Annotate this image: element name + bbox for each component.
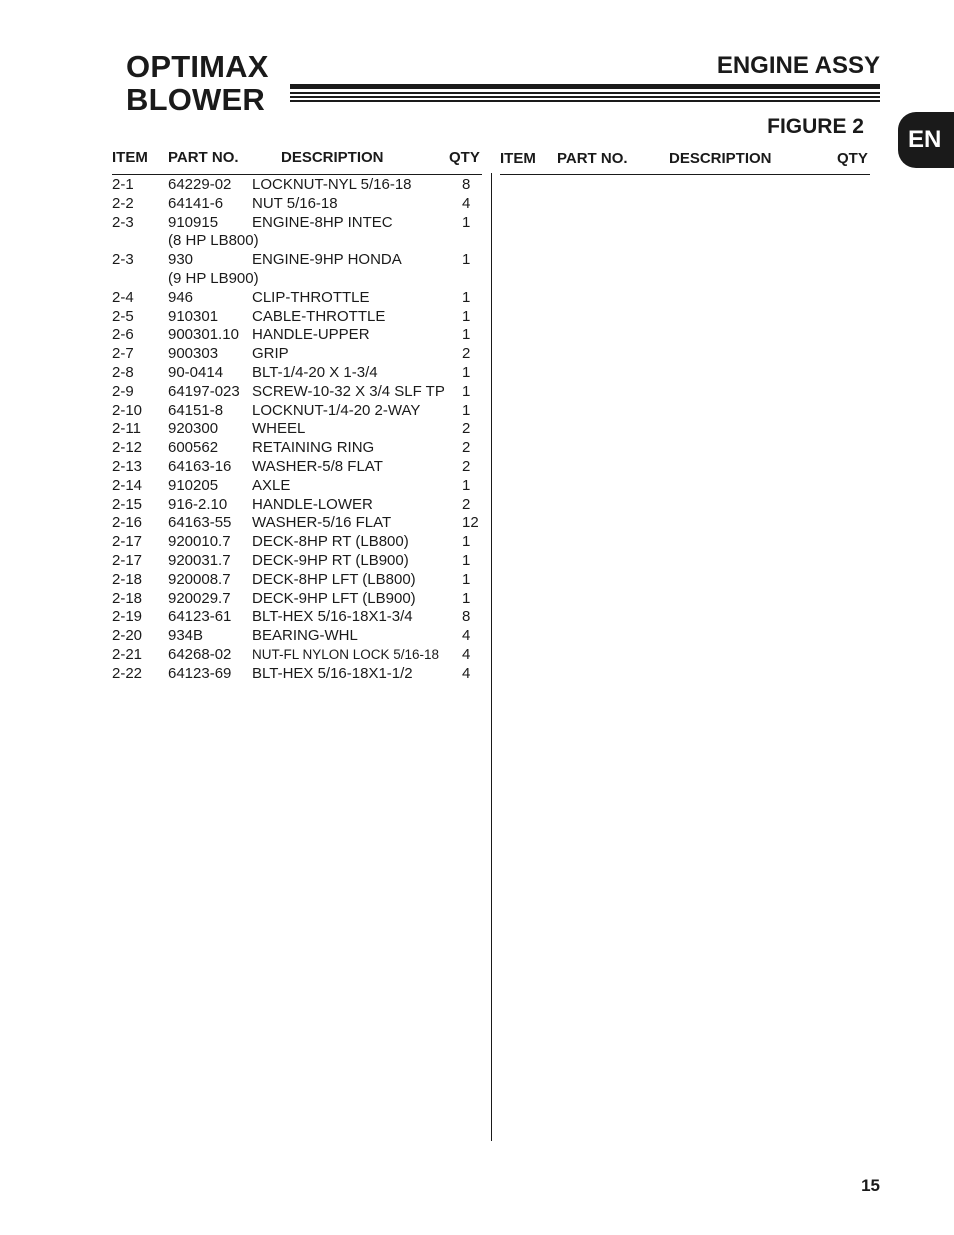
- col-header-item-right: ITEM: [500, 150, 536, 167]
- table-row: [112, 232, 482, 251]
- item-cell: 2-6: [112, 326, 134, 344]
- desc-cell: HANDLE-LOWER: [252, 495, 373, 513]
- item-cell: 2-18: [112, 589, 143, 607]
- qty-cell: 2: [462, 457, 471, 475]
- part-cell: 920031.7: [168, 551, 231, 569]
- item-cell: 2-18: [112, 570, 143, 588]
- section-title: ENGINE ASSY: [716, 52, 880, 79]
- desc-cell: BLT-1/4-20 X 1-3/4: [252, 363, 378, 381]
- table-row: [112, 308, 482, 327]
- desc-cell: SCREW-10-32 X 3/4 SLF TP: [252, 382, 445, 400]
- part-cell: 910301: [168, 307, 219, 325]
- desc-cell: LOCKNUT-1/4-20 2-WAY: [252, 401, 421, 419]
- item-cell: 2-16: [112, 514, 143, 532]
- desc-cell: HANDLE-UPPER: [252, 326, 370, 344]
- qty-cell: 1: [462, 551, 471, 569]
- table-row: [112, 289, 482, 308]
- desc-cell: BLT-HEX 5/16-18X1-1/2: [252, 664, 413, 682]
- part-cell: 934B: [168, 627, 204, 645]
- desc-cell: WHEEL: [252, 420, 306, 438]
- table-row: [112, 383, 482, 402]
- item-cell: 2-21: [112, 645, 143, 663]
- part-cell: 64163-16: [168, 457, 232, 475]
- qty-cell: 12: [462, 514, 479, 532]
- item-cell: 2-14: [112, 476, 143, 494]
- qty-cell: 1: [462, 326, 471, 344]
- desc-cell: WASHER-5/16 FLAT: [252, 514, 392, 532]
- qty-cell: 1: [462, 476, 471, 494]
- part-cell: 916-2.10: [168, 495, 228, 513]
- table-row: [112, 364, 482, 383]
- item-cell: 2-4: [112, 288, 134, 306]
- table-row: [112, 496, 482, 515]
- item-cell: 2-19: [112, 608, 143, 626]
- desc-cell: DECK-8HP LFT (LB800): [252, 570, 416, 588]
- part-cell: 900303: [168, 345, 219, 363]
- part-cell: 64141-6: [168, 194, 224, 212]
- desc-cell: NUT-FL NYLON LOCK 5/16-18: [252, 646, 440, 662]
- qty-cell: 2: [462, 439, 471, 457]
- part-cell: 900301.10: [168, 326, 239, 344]
- item-cell: 2-2: [112, 194, 134, 212]
- item-cell: 2-22: [112, 664, 143, 682]
- part-cell: 920029.7: [168, 589, 231, 607]
- part-cell: 920008.7: [168, 570, 231, 588]
- qty-cell: 1: [462, 570, 471, 588]
- header-underline-right: [500, 174, 870, 175]
- item-cell: 2-9: [112, 382, 134, 400]
- language-tab-label: EN: [908, 126, 942, 153]
- qty-cell: 1: [462, 251, 471, 269]
- table-row: [112, 627, 482, 646]
- item-cell: 2-5: [112, 307, 134, 325]
- qty-cell: 8: [462, 608, 471, 626]
- header-underline-left: [112, 174, 482, 175]
- table-row: [112, 345, 482, 364]
- table-row: [112, 571, 482, 590]
- item-cell: 2-7: [112, 345, 134, 363]
- desc-cell: BEARING-WHL: [252, 627, 358, 645]
- brand-line-1: OPTIMAX: [126, 49, 269, 84]
- part-cell: 910205: [168, 476, 219, 494]
- part-cell: 930: [168, 251, 194, 269]
- qty-cell: 1: [462, 363, 471, 381]
- item-cell: 2-3: [112, 213, 134, 231]
- part-cell: (9 HP LB900): [168, 269, 259, 287]
- item-cell: 2-13: [112, 457, 143, 475]
- part-cell: 64123-69: [168, 664, 232, 682]
- table-row: [112, 646, 482, 665]
- item-cell: 2-1: [112, 176, 134, 193]
- brand-line-2: BLOWER: [126, 82, 265, 117]
- part-cell: 946: [168, 288, 194, 306]
- qty-cell: 1: [462, 382, 471, 400]
- part-cell: 64163-55: [168, 514, 232, 532]
- desc-cell: DECK-8HP RT (LB800): [252, 533, 409, 551]
- item-cell: 2-12: [112, 439, 143, 457]
- item-cell: 2-11: [112, 420, 141, 438]
- table-row: [112, 420, 482, 439]
- part-cell: 600562: [168, 439, 219, 457]
- desc-cell: LOCKNUT-NYL 5/16-18: [252, 176, 412, 193]
- qty-cell: 4: [462, 194, 471, 212]
- col-header-qty-left: QTY: [449, 149, 480, 166]
- table-row: [112, 608, 482, 627]
- column-divider: [491, 173, 492, 1141]
- part-cell: 64151-8: [168, 401, 224, 419]
- item-cell: 2-8: [112, 363, 134, 381]
- desc-cell: ENGINE-9HP HONDA: [252, 251, 402, 269]
- table-row: [112, 251, 482, 270]
- header-rules: [290, 84, 880, 104]
- desc-cell: DECK-9HP LFT (LB900): [252, 589, 416, 607]
- item-cell: 2-17: [112, 551, 143, 569]
- qty-cell: 1: [462, 533, 471, 551]
- table-row: [112, 514, 482, 533]
- language-tab[interactable]: [898, 112, 954, 168]
- desc-cell: CLIP-THROTTLE: [252, 288, 370, 306]
- table-row: [112, 270, 482, 289]
- qty-cell: 2: [462, 420, 471, 438]
- parts-list: [112, 176, 482, 684]
- desc-cell: AXLE: [252, 476, 291, 494]
- table-row: [112, 590, 482, 609]
- qty-cell: 8: [462, 176, 471, 193]
- qty-cell: 4: [462, 627, 471, 645]
- table-row: [112, 326, 482, 345]
- col-header-part-left: PART NO.: [168, 149, 239, 166]
- table-row: [112, 458, 482, 477]
- qty-cell: 4: [462, 664, 471, 682]
- desc-cell: BLT-HEX 5/16-18X1-3/4: [252, 608, 413, 626]
- item-cell: 2-17: [112, 533, 143, 551]
- item-cell: 2-15: [112, 495, 143, 513]
- qty-cell: 1: [462, 401, 471, 419]
- qty-cell: 1: [462, 288, 471, 306]
- col-header-item-left: ITEM: [112, 149, 148, 166]
- table-row: [112, 533, 482, 552]
- table-row: [112, 214, 482, 233]
- part-cell: 64197-023: [168, 382, 240, 400]
- part-cell: 920300: [168, 420, 219, 438]
- part-cell: 64123-61: [168, 608, 232, 626]
- part-cell: 920010.7: [168, 533, 231, 551]
- table-row: [112, 176, 482, 195]
- qty-cell: 1: [462, 589, 471, 607]
- part-cell: (8 HP LB800): [168, 232, 259, 250]
- desc-cell: WASHER-5/8 FLAT: [252, 457, 383, 475]
- figure-label: FIGURE 2: [767, 115, 864, 138]
- qty-cell: 1: [462, 213, 471, 231]
- part-cell: 64229-02: [168, 176, 232, 193]
- table-row: [112, 665, 482, 684]
- desc-cell: DECK-9HP RT (LB900): [252, 551, 409, 569]
- table-row: [112, 439, 482, 458]
- table-row: [112, 477, 482, 496]
- table-row: [112, 402, 482, 421]
- col-header-desc-left: DESCRIPTION: [281, 149, 384, 166]
- page-number: 15: [861, 1176, 880, 1195]
- part-cell: 90-0414: [168, 363, 224, 381]
- table-row: [112, 552, 482, 571]
- desc-cell: GRIP: [252, 345, 289, 363]
- qty-cell: 2: [462, 345, 471, 363]
- table-row: [112, 195, 482, 214]
- qty-cell: 2: [462, 495, 471, 513]
- col-header-desc-right: DESCRIPTION: [669, 150, 772, 167]
- qty-cell: 1: [462, 307, 471, 325]
- desc-cell: RETAINING RING: [252, 439, 375, 457]
- col-header-qty-right: QTY: [837, 150, 868, 167]
- desc-cell: CABLE-THROTTLE: [252, 307, 386, 325]
- part-cell: 64268-02: [168, 645, 232, 663]
- part-cell: 910915: [168, 213, 219, 231]
- brand-title: [126, 50, 269, 116]
- qty-cell: 4: [462, 645, 471, 663]
- desc-cell: ENGINE-8HP INTEC: [252, 213, 393, 231]
- item-cell: 2-3: [112, 251, 134, 269]
- item-cell: 2-10: [112, 401, 143, 419]
- col-header-part-right: PART NO.: [557, 150, 628, 167]
- item-cell: 2-20: [112, 627, 143, 645]
- desc-cell: NUT 5/16-18: [252, 194, 338, 212]
